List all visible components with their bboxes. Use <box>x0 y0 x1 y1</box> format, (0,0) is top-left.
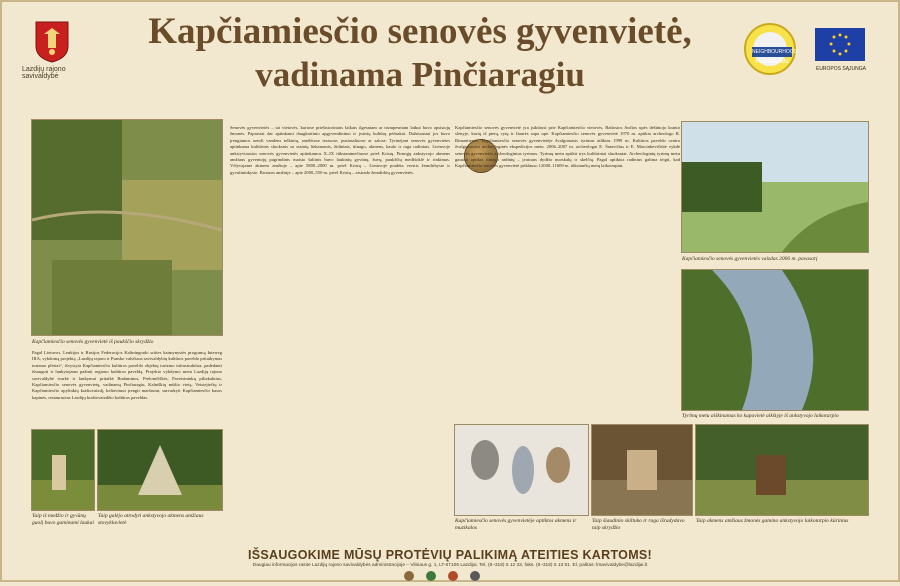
title-line1: Kapčiamiesčio senovės gyvenvietė, <box>148 11 692 52</box>
partner-logo-3-icon <box>448 571 458 581</box>
finds-photo <box>455 425 588 515</box>
aerial-photo <box>32 120 222 335</box>
title-line2: vadinama Pinčiaragiu <box>255 55 585 94</box>
eu-label: EUROPOS SĄJUNGA <box>815 66 866 72</box>
river-photo <box>682 270 868 410</box>
people-caption-2: Taip galėjo atrodyti ankstyvojo akmens amžiaus stovyklavietė <box>98 513 204 526</box>
text-column-1: Senovės gyvenvietės – tai vietovės, kuriose priešistoriniais laikais ilgesniam ar trumpesniam laikui buvo apsistoję žmonės. Paprastai dar aptinkami daugkartinio apgyvendinimo ir įvairių kultūrų pėdsakai. Dažniausiai jos buvo įrengiamos netoli vandens telkinių, smėlėtose terasose, pusiasaliuose ar salose. Tyrinėjant senovės gyvenvietes aptinkama kultūrinis sluoksnis su stainių liekanomis, židiniais, titnago, akmens, kaulo ir raga radiniais. Lietuvoje ankstyviausios senovės gyvenvietės aptinkamos X–IX tūkstantmečiuose prieš Kristų. Pirmųjų ankstyvojo akmens amžiaus gyventojų pagrindinis maisto šaltinis buvo laukinių gyvūnų, žuvų, paukščių medžioklė ir rinkimas. Vėlyvajame akmens amžiuje – apie 5800–2000 m. prieš Kristų – Lietuvoje pradėta verstis žemdirbyste ir gyvulininkyste. Bronzos amžiuje – apie 2000–550 m. prieš Kristų – atsirado žemdirbių gyvenvietės. <box>230 125 450 175</box>
lazdijai-crest-icon <box>34 20 70 64</box>
people-photo-1 <box>32 430 94 510</box>
eu-flag-icon <box>815 28 865 61</box>
intro-paragraph: Pagal Lietuvos, Lenkijos ir Rusijos Federacijos Kaliningrado srities kaimynystės programą Interreg IIIA, vykdomą projektą „Lazdijų rajono ir Punsko valsčiaus savivaldybių kultūros paveldo pritaikymas turizmo plėtrai“, išvystyta Kapčiamiesčio kultūros paveldo objektų turizmo infrastruktūra, padedanti išsaugoti ir lankytojams pažinti regiono kultūros paveldą. Projekto vykdymo metu Lazdijų rajono savivaldybė tvarkė ir lankymui pritaikė Rudaminos, Prelomčiškės, Paveisininkų piliakalnius, Kapčiamiesčio senovės gyvenvietę, vadinamą Pinčiaragiu, Kalniškių mūšio vietą, Veisiejiečių ir Kapčiamiesčio apylinkių kraštovaizdį, keliavimui įrengti maršrutai, sutvarkyti Kapčiamiesčio kasos kapinės, restauruotas Lazdijų kraštovaizdžio kultūros paveldas. <box>32 350 222 400</box>
partner-logos <box>400 568 500 580</box>
contacts: Daugiau informacijos rasite Lazdijų rajono savivaldybės administracijoje – Vilniaus g. 1, LT-67106 Lazdijai. Tel. (8–318) 5 12 33, faks. (8–318) 5 13 51. El. paštas: lrsavivaldybe@lazdijai.lt <box>252 563 648 568</box>
text-column-2: Kapčiamiesčio senovės gyvenvietė yra įsikūrusi prie Kapčiamiesčio vietovės, Baltosios Ančios upės dešiniojo kranto slėnyje, kurių iš pietų, rytų ir šiaurės supa upė. Kapčiamiesčio senovės gyvenvietė 1970 m. aptikta archeologo R. Rimantienės. Kapčiamiesčio senovės gyvenvietėje žvalgomasis tyrimas atliktas 1999 m. Kultūros paveldo centro žvalgomosios archeologinės ekspedicijos metu. 2006–2007 m. archeologai E. Šatavičius ir E. Marcinkevičiūtė vykdė senovės gyvenvietės archeologinius tyrimus. Tyrimų metu aptikti trys kultūriniai sluoksniai. Archeologinių tyrimų metu gausiai aptikta titnago radinių – įvairaus dydžio nuoskalų ir skelčių. Pagal aptiktus radinius galima teigti, kad Kapčiamiesčio senovės gyvenvietė priklauso 12000–11600 m. tūkstančių metų laikotarpiui. <box>455 125 680 169</box>
partner-logo-4-icon <box>470 571 480 581</box>
work-photo <box>696 425 868 515</box>
crest-label: Lazdijų rajono savivaldybė <box>22 66 66 80</box>
partner-logo-1-icon <box>404 571 414 581</box>
settlement-photo <box>682 122 868 252</box>
settlement-caption: Kapčiamiesčio senovės gyvenvietės vaizdas 2006 m. pavasarį <box>682 256 818 262</box>
people-photo-2 <box>98 430 222 510</box>
fire-caption: Taip šiaudinio skiltuko ir raga išradydavo taip skrydžio <box>592 518 685 531</box>
finds-caption: Kapčiamiesčio senovės gyvenvietėje aptiktos akmens ir muzikalos <box>455 518 577 531</box>
slogan: IŠSAUGOKIME MŪSŲ PROTĖVIŲ PALIKIMĄ ATEITIES KARTOMS! <box>247 548 653 562</box>
partner-logo-2-icon <box>426 571 436 581</box>
work-caption: Taip akmens amžiaus žmonės gamino ankstyvojo laikotarpio kūrinius <box>696 518 849 524</box>
fire-photo <box>592 425 692 515</box>
aerial-caption: Kapčiamiesčio senovės gyvenvietė iš paukščio skrydžio <box>32 339 154 345</box>
river-caption: Tyrimų metu aiškinamas ko kapavietė aikštyje iš ankstyvojo laikotarpio <box>682 413 839 419</box>
people-caption-1: Taip iš medžio ir gyvūnų guolį buvo gaminami laukai <box>32 513 94 526</box>
page-title <box>110 10 730 96</box>
neighbourhood-programme-label: NEIGHBOURHOOD PROGRAMME <box>752 49 798 65</box>
